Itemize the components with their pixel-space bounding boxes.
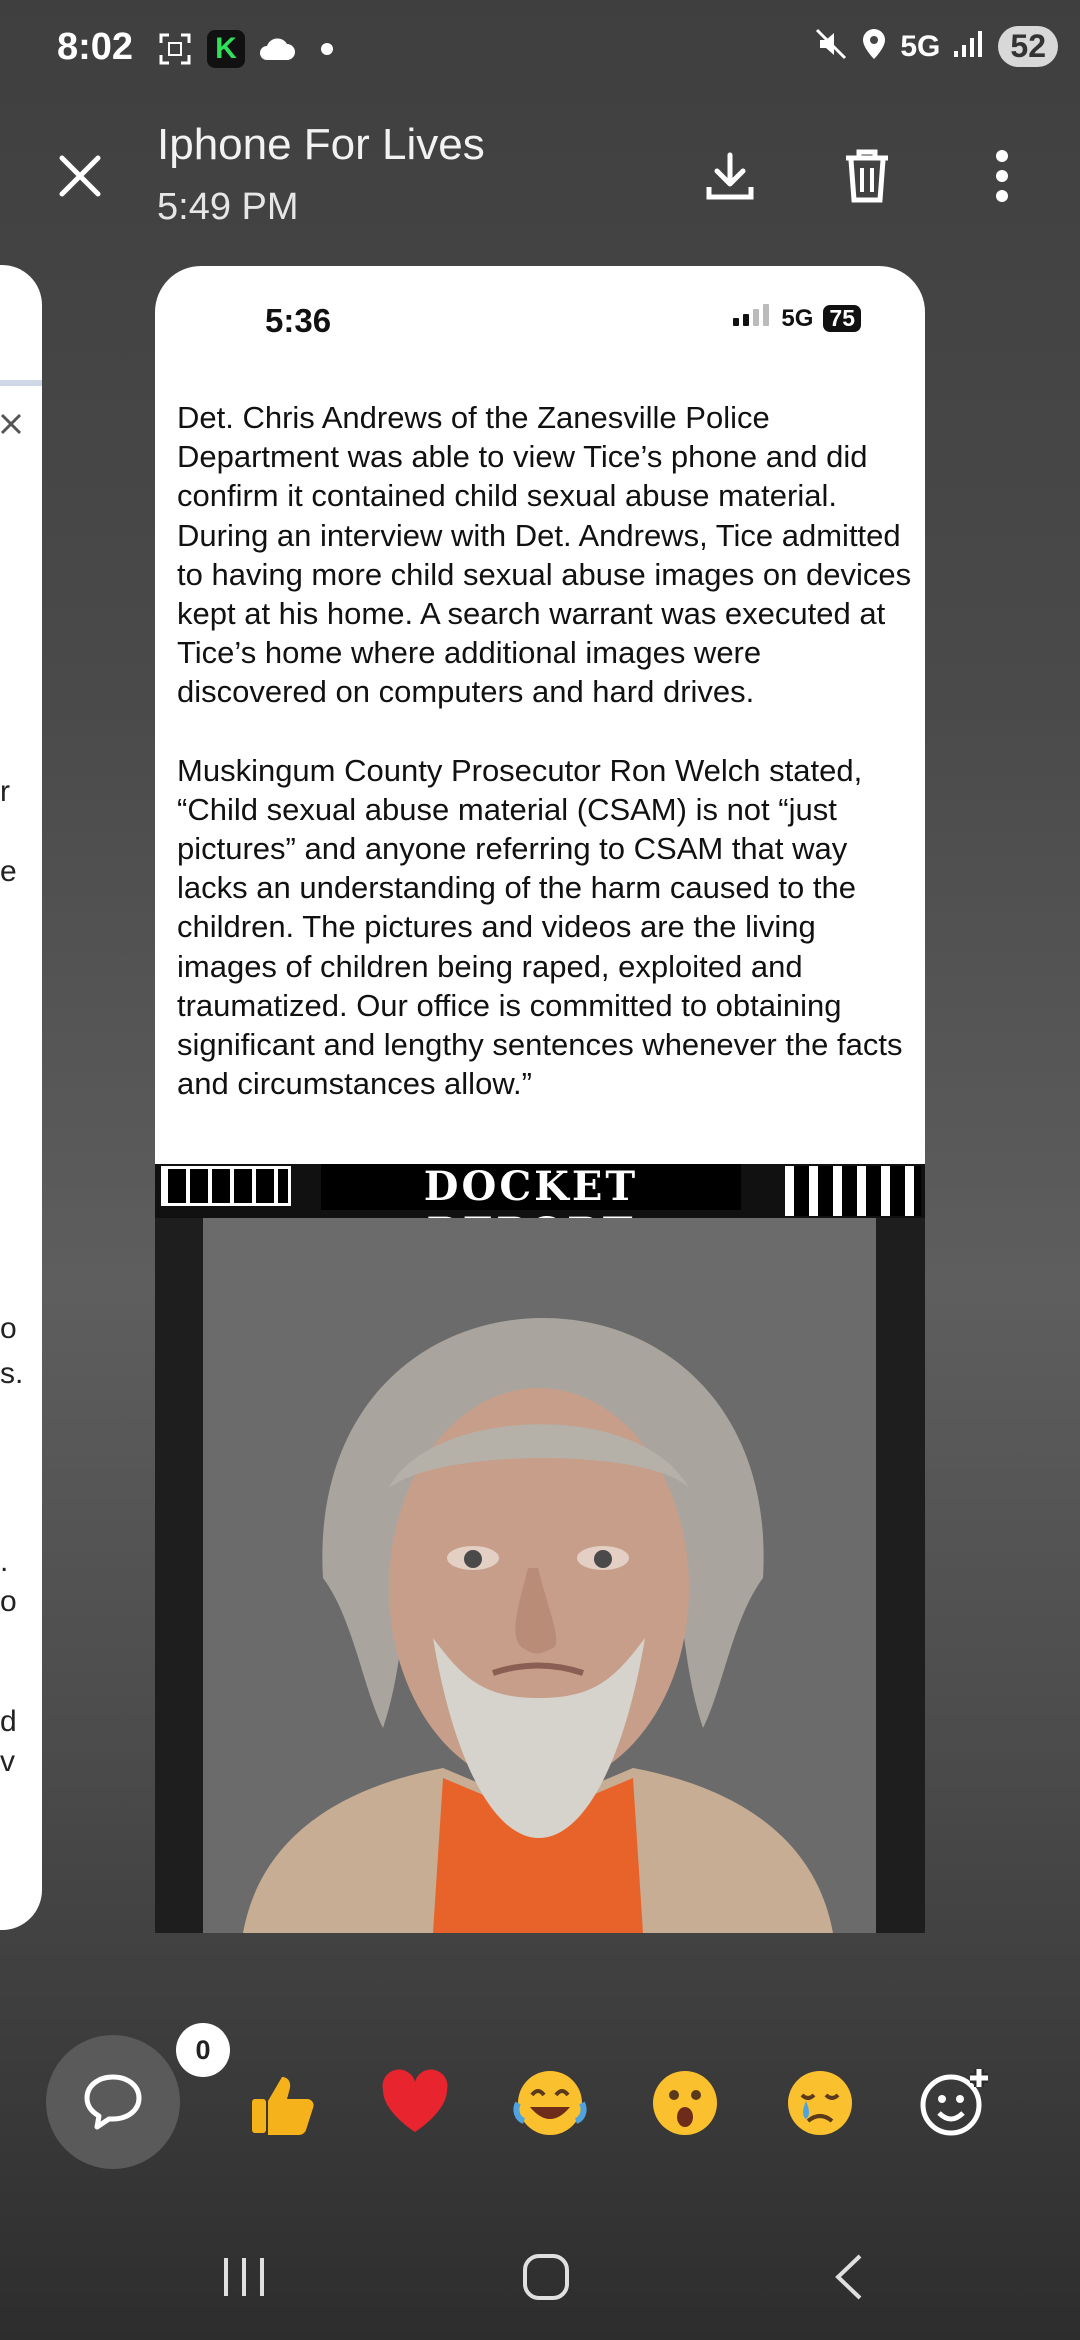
inner-battery: 75 <box>823 305 861 332</box>
crying-reaction[interactable] <box>780 2063 860 2143</box>
previous-image-peek[interactable] <box>0 265 42 1930</box>
jail-bars-graphic <box>785 1166 921 1216</box>
thumbs-up-icon <box>246 2067 318 2139</box>
peek-text: v <box>0 1745 15 1778</box>
signal-icon <box>731 304 771 333</box>
inner-status-icons <box>731 304 861 333</box>
heart-reaction[interactable] <box>375 2063 455 2143</box>
inner-time: 5:36 <box>265 302 332 339</box>
comment-button[interactable] <box>46 2034 211 2169</box>
peek-text: o <box>0 1585 17 1618</box>
article-text <box>177 398 912 1142</box>
status-left-icons <box>157 30 345 68</box>
signal-icon <box>952 29 986 64</box>
peek-text: e <box>0 855 17 888</box>
close-icon <box>52 148 108 204</box>
download-button[interactable] <box>700 146 760 206</box>
heart-icon <box>379 2070 451 2136</box>
status-bar <box>0 0 1080 100</box>
inner-status-bar <box>155 266 925 356</box>
peek-text: s. <box>0 1357 24 1390</box>
status-time: 8:02 <box>57 26 134 68</box>
delete-button[interactable] <box>837 146 897 206</box>
laughing-reaction[interactable] <box>510 2063 590 2143</box>
paragraph: Det. Chris Andrews of the Zanesville Police Department was able to view Tice’s phone and did confirm it contained child sexual abuse material. During an interview with Det. Andrews, Tice admitted to having more child sexual abuse images on devices kept at his home. A search warrant was executed at Tice’s home where additional images were discovered on computers and hard drives. <box>177 400 912 710</box>
peek-text: d <box>0 1705 17 1738</box>
thumbs-up-reaction[interactable] <box>242 2063 322 2143</box>
add-emoji-icon <box>917 2065 993 2141</box>
home-button[interactable] <box>506 2242 586 2312</box>
peek-text: o <box>0 1312 17 1345</box>
cloud-icon <box>259 31 295 67</box>
comment-count: 0 <box>176 2023 230 2077</box>
paragraph: Muskingum County Prosecutor Ron Welch stated, “Child sexual abuse material (CSAM) is not “just pictures” and anyone referring to CSAM that way lacks an understanding of the harm caused to the children. The pictures and videos are the living images of children being raped, exploited and traumatized. Our office is committed to obtaining significant and lengthy sentences whenever the facts and circumstances allow.” <box>177 752 903 1102</box>
divider <box>0 380 42 386</box>
peek-text: r <box>0 775 10 808</box>
surprised-reaction[interactable] <box>645 2063 725 2143</box>
back-icon <box>830 2252 870 2302</box>
docket-banner <box>155 1164 925 1218</box>
recent-apps-button[interactable] <box>204 2242 284 2312</box>
location-icon <box>860 27 888 66</box>
docket-title: DOCKET <box>321 1164 741 1210</box>
more-options-button[interactable] <box>972 146 1032 206</box>
peek-text: . <box>0 1545 9 1578</box>
delete-icon <box>842 148 892 204</box>
inner-network: 5G <box>781 304 814 332</box>
system-navigation-bar <box>0 2220 1080 2340</box>
comment-icon <box>82 2071 144 2133</box>
more-icon <box>992 148 1012 204</box>
status-right-icons <box>814 26 1058 67</box>
sender-name: Iphone For Lives <box>157 120 485 169</box>
reactions-bar <box>0 2035 1080 2175</box>
dot-icon <box>309 31 345 67</box>
battery-level: 52 <box>998 26 1058 67</box>
mute-icon <box>814 27 848 66</box>
recent-apps-icon <box>219 2254 269 2300</box>
network-label: 5G <box>900 29 941 63</box>
shared-image[interactable] <box>155 266 925 1933</box>
back-button[interactable] <box>810 2242 890 2312</box>
add-reaction-button[interactable] <box>915 2063 995 2143</box>
screenshot-icon <box>157 31 193 67</box>
jail-bars-graphic <box>161 1166 291 1206</box>
close-icon <box>0 413 22 435</box>
close-button[interactable] <box>52 148 108 204</box>
surprised-icon <box>647 2065 723 2141</box>
mugshot-photo <box>203 1218 876 1933</box>
viewer-header <box>0 110 1080 240</box>
sent-time: 5:49 PM <box>157 186 299 228</box>
laughing-icon <box>512 2065 588 2141</box>
home-icon <box>521 2252 571 2302</box>
docket-image <box>155 1164 925 1933</box>
download-icon <box>703 149 757 203</box>
crying-icon <box>782 2065 858 2141</box>
k-app-icon: K <box>207 30 245 68</box>
